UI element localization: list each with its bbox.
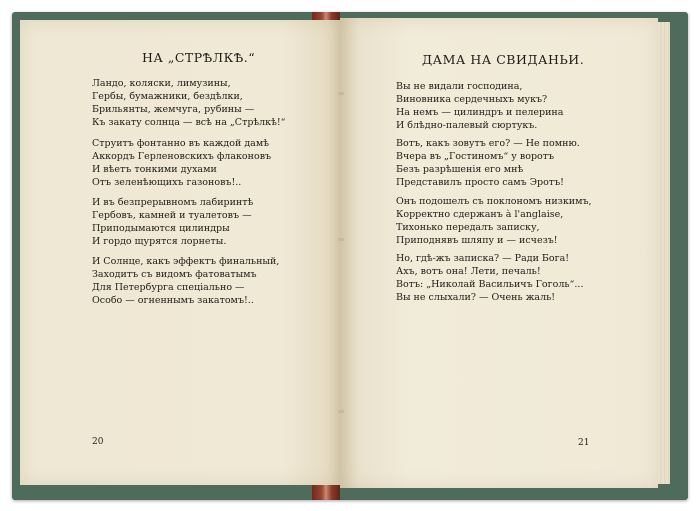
verse-line: Виновника сердечныхъ мукъ? bbox=[396, 94, 548, 105]
stanza bbox=[396, 252, 583, 304]
verse-line: Вотъ, какъ зовутъ его? — Не помню. bbox=[396, 138, 580, 149]
verse-line: Брильянты, жемчуга, рубины — bbox=[92, 104, 255, 115]
verse-line: Онъ подошелъ съ поклономъ низкимъ, bbox=[396, 196, 592, 207]
verse-line: Гербы, бумажники, бездѣлки, bbox=[92, 91, 243, 102]
stanza bbox=[92, 137, 271, 189]
verse-line: Безъ разрѣшенія его мнѣ bbox=[396, 164, 524, 175]
verse-line: Отъ зеленѣющихъ газоновъ!.. bbox=[92, 177, 242, 188]
stanza bbox=[396, 137, 580, 189]
verse-line: Къ закату солнца — всѣ на „Стрѣлкѣ!“ bbox=[92, 117, 286, 128]
stanza bbox=[92, 77, 286, 129]
stanza bbox=[92, 196, 253, 248]
binding-stitch bbox=[338, 410, 344, 413]
verse-line: Вы не видали господина, bbox=[396, 81, 523, 92]
verse-line: На немъ — цилиндръ и пелерина bbox=[396, 107, 564, 118]
binding-stitch bbox=[338, 92, 344, 95]
right-page bbox=[340, 18, 658, 488]
stanza bbox=[396, 80, 563, 132]
verse-line: Приподнявъ шляпу и — исчезъ! bbox=[396, 235, 558, 246]
verse-line: И Солнце, какъ эффектъ финальный, bbox=[92, 256, 280, 267]
verse-line: Вы не слыхали? — Очень жаль! bbox=[396, 292, 556, 303]
verse-line: Вотъ: „Николай Васильичъ Гоголь“... bbox=[396, 279, 584, 290]
verse-line: Представилъ просто самъ Эротъ! bbox=[396, 177, 564, 188]
verse-line: И блѣдно-палевый сюртукъ. bbox=[396, 120, 538, 131]
verse-line: Аккордъ Герленовскихъ флаконовъ bbox=[92, 151, 272, 162]
verse-line: Корректно сдержанъ à l'anglaise, bbox=[396, 209, 564, 220]
page-number: 21 bbox=[578, 438, 590, 448]
poem-title: ДАМА НА СВИДАНЬИ. bbox=[422, 52, 585, 67]
poem-title: НА „СТРѢЛКѢ.“ bbox=[142, 50, 256, 65]
left-page bbox=[20, 20, 340, 485]
verse-line: Приподымаются цилиндры bbox=[92, 223, 230, 234]
verse-line: И вѣетъ тонкими духами bbox=[92, 164, 217, 175]
page-edges bbox=[658, 22, 670, 484]
verse-line: Для Петербурга спеціально — bbox=[92, 282, 245, 293]
verse-line: Вчера въ „Гостиномъ“ у воротъ bbox=[396, 151, 555, 162]
stanza bbox=[92, 255, 279, 307]
verse-line: Заходитъ съ видомъ фатоватымъ bbox=[92, 269, 257, 280]
verse-line: И гордо щурятся лорнеты. bbox=[92, 236, 227, 247]
stanza bbox=[396, 195, 592, 247]
verse-line: Гербовъ, камней и туалетовъ — bbox=[92, 210, 252, 221]
verse-line: И въ безпрерывномъ лабиринтѣ bbox=[92, 197, 254, 208]
verse-line: Ахъ, вотъ она! Лети, печаль! bbox=[396, 266, 541, 277]
binding-stitch bbox=[338, 238, 344, 241]
verse-line: Тихонько передалъ записку, bbox=[396, 222, 540, 233]
verse-line: Но, гдѣ-жъ записка? — Ради Бога! bbox=[396, 253, 570, 264]
verse-line: Ландо, коляски, лимузины, bbox=[92, 78, 231, 89]
page-number: 20 bbox=[92, 437, 104, 447]
verse-line: Струитъ фонтанно въ каждой дамѣ bbox=[92, 138, 269, 149]
verse-line: Особо — огненнымъ закатомъ!.. bbox=[92, 295, 254, 306]
